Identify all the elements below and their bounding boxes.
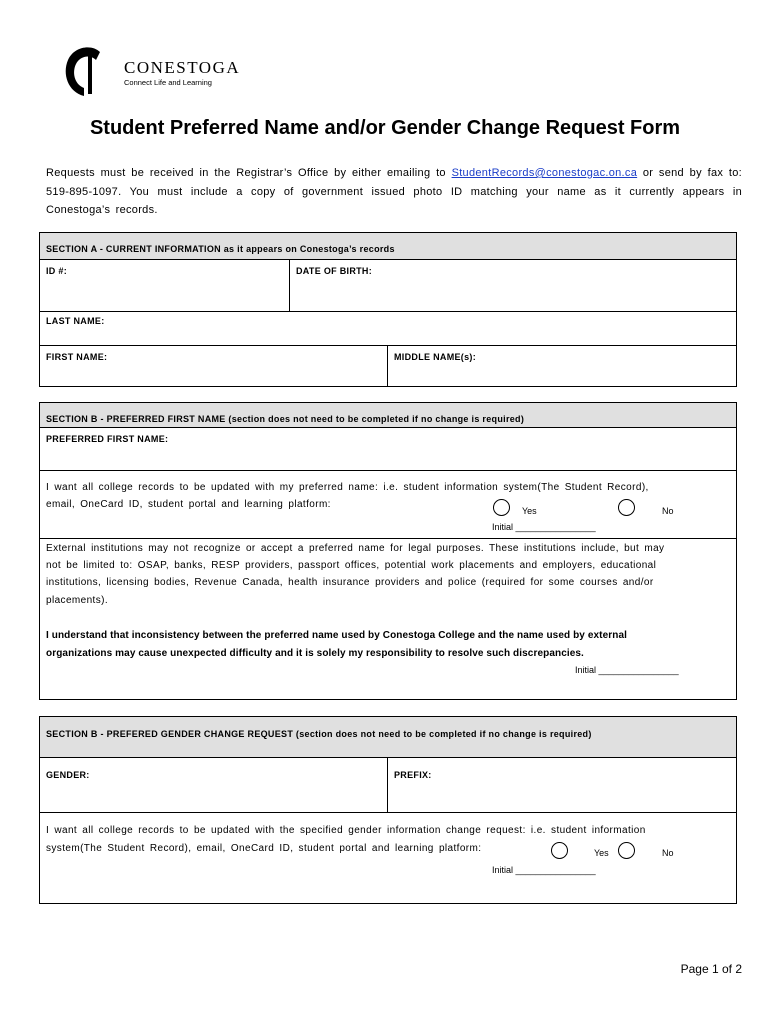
divider — [39, 538, 737, 539]
gender-yes-label: Yes — [594, 848, 609, 858]
gender-field[interactable] — [40, 781, 386, 811]
last-name-field[interactable] — [40, 326, 736, 344]
section-b-gender-header — [39, 716, 737, 758]
dob-field[interactable] — [290, 278, 736, 310]
section-b-gender-title: SECTION B - PREFERED GENDER CHANGE REQUEST (section does not need to be completed if no change is required) — [46, 729, 592, 739]
middle-name-label: MIDDLE NAME(s): — [394, 352, 476, 362]
initial-field-2[interactable]: Initial ________________ — [575, 665, 679, 675]
intro-text-after: or send by fax to: 519-895-1097. You must include a copy of government issued photo ID matching your name as it currently appears in Conestoga’s records. — [46, 167, 742, 216]
yes-radio[interactable] — [493, 499, 510, 516]
preferred-name-field[interactable] — [40, 445, 736, 469]
dob-label: DATE OF BIRTH: — [296, 266, 373, 276]
external-text-line-1: External institutions may not recognize or accept a preferred name for legal purposes. These institutions include, but may — [46, 543, 665, 554]
first-name-field[interactable] — [40, 362, 386, 386]
gender-no-radio[interactable] — [618, 842, 635, 859]
divider — [39, 812, 737, 813]
external-text-line-4: placements). — [46, 595, 109, 606]
section-a-title: SECTION A - CURRENT INFORMATION as it appears on Conestoga’s records — [46, 244, 395, 254]
divider — [39, 470, 737, 471]
gender-label: GENDER: — [46, 770, 90, 780]
page-title: Student Preferred Name and/or Gender Change Request Form — [89, 117, 681, 139]
gender-initial-field[interactable]: Initial ________________ — [492, 865, 596, 875]
section-b-name-title: SECTION B - PREFERRED FIRST NAME (section does not need to be completed if no change is required) — [46, 414, 525, 424]
section-a-header — [39, 232, 737, 260]
gender-yes-radio[interactable] — [551, 842, 568, 859]
external-text-line-3: institutions, licensing bodies, Revenue Canada, health insurance providers and police (required for some courses and/or — [46, 577, 654, 588]
update-text-line-2: email, OneCard ID, student portal and learning platform: — [46, 499, 331, 510]
intro-paragraph — [46, 164, 742, 220]
id-label: ID #: — [46, 266, 68, 276]
intro-text-before: Requests must be received in the Registrar’s Office by either emailing to — [46, 167, 452, 179]
update-text-line-1: I want all college records to be updated with my preferred name: i.e. student information system(The Student Record), — [46, 482, 649, 493]
email-link[interactable]: StudentRecords@conestogac.on.ca — [451, 167, 638, 179]
no-radio[interactable] — [618, 499, 635, 516]
no-label: No — [662, 506, 674, 516]
initial-field[interactable]: Initial ________________ — [492, 522, 596, 532]
gender-update-text-line-1: I want all college records to be updated with the specified gender information change request: i.e. student information — [46, 825, 646, 836]
external-text-line-2: not be limited to: OSAP, banks, RESP providers, passport offices, potential work placements and employers, educational — [46, 560, 657, 571]
gender-update-text-line-2: system(The Student Record), email, OneCard ID, student portal and learning platform: — [46, 843, 482, 854]
first-name-label: FIRST NAME: — [46, 352, 108, 362]
logo-tagline: Connect Life and Learning — [124, 78, 212, 87]
prefix-field[interactable] — [388, 781, 736, 811]
last-name-label: LAST NAME: — [46, 316, 105, 326]
section-b-name-header — [39, 402, 737, 428]
logo-name: CONESTOGA — [124, 58, 241, 77]
understand-text-line-1: I understand that inconsistency between the preferred name used by Conestoga College and the name used by external — [46, 630, 627, 641]
middle-name-field[interactable] — [388, 362, 736, 386]
gender-no-label: No — [662, 848, 674, 858]
yes-label: Yes — [522, 506, 537, 516]
prefix-label: PREFIX: — [394, 770, 432, 780]
divider — [39, 311, 737, 312]
conestoga-logo-icon — [62, 44, 110, 98]
page-number: Page 1 of 2 — [680, 962, 742, 976]
divider — [39, 345, 737, 346]
id-field[interactable] — [40, 278, 288, 310]
understand-text-line-2: organizations may cause unexpected difficulty and it is solely my responsibility to resolve such discrepancies. — [46, 648, 584, 659]
preferred-name-label: PREFERRED FIRST NAME: — [46, 434, 169, 444]
